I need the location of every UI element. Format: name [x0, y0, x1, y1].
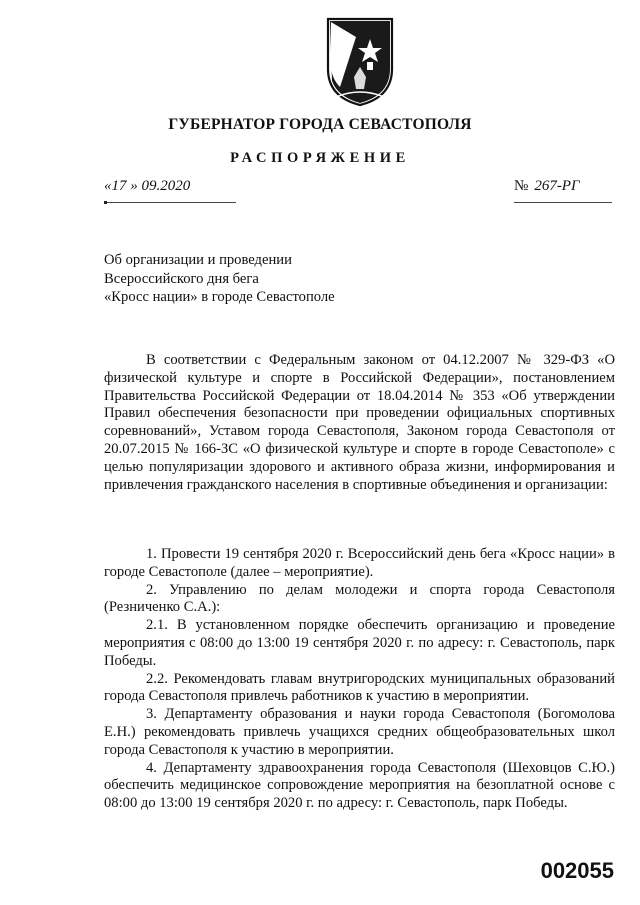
- order-item: 2.2. Рекомендовать главам внутригородских муниципальных образований города Севастополя привлечь работников к участию в мероприятии.: [104, 670, 615, 705]
- document-date: [104, 178, 236, 203]
- subject-line: «Кросс нации» в городе Севастополе: [104, 289, 335, 305]
- date-month-year: 09.2020: [141, 178, 191, 194]
- order-item: 2. Управлению по делам молодежи и спорта города Севастополя (Резниченко С.А.):: [104, 581, 615, 616]
- date-open-quote: «: [104, 178, 112, 194]
- issuer-heading: ГУБЕРНАТОР ГОРОДА СЕВАСТОПОЛЯ: [168, 116, 472, 133]
- date-day: 17: [111, 178, 127, 194]
- order-item: 1. Провести 19 сентября 2020 г. Всероссийский день бега «Кросс нации» в городе Севастополе (далее – мероприятие).: [104, 546, 615, 580]
- subject-line: Об организации и проведении: [104, 252, 292, 268]
- order-items: [104, 546, 615, 813]
- preamble-paragraph: В соответствии с Федеральным законом от 04.12.2007 № 329-ФЗ «О физической культуре и спорте в Российской Федерации», постановлением Правительства Российской Федерации от 18.04.2014 № 353 «Об утверждении Правил обеспечения безопасности при проведении официальных спортивных соревнований», Уставом города Севастополя, Законом города Севастополя от 20.07.2015 № 166-ЗС «О физической культуре и спорте в городе Севастополе» с целью популяризации здорового и активного образа жизни, информирования и привлечения гражданского населения в спортивные объединения и организации:: [104, 352, 615, 493]
- subject-line: Всероссийского дня бега: [104, 270, 259, 287]
- number-sign: №: [514, 178, 529, 194]
- margin-mark: [104, 201, 107, 204]
- date-close-quote: »: [130, 178, 138, 194]
- document-number: [514, 178, 612, 203]
- number-value: 267-РГ: [534, 178, 580, 194]
- order-item: 2.1. В установленном порядке обеспечить организацию и проведение мероприятия с 08:00 до 13:00 19 сентября 2020 г. по адресу: г. Севастополь, парк Победы.: [104, 617, 615, 669]
- document-subject: [104, 251, 404, 307]
- document-type-heading: РАСПОРЯЖЕНИЕ: [230, 150, 410, 166]
- order-item: 4. Департаменту здравоохранения города Севастополя (Шеховцов С.Ю.) обеспечить медицинское сопровождение мероприятия на безоплатной основе с 08:00 до 13:00 19 сентября 2020 г. по адресу: г. Севастополь, парк Победы.: [104, 759, 615, 812]
- sevastopol-coat-of-arms-icon: [326, 17, 394, 107]
- serial-number: 002055: [540, 858, 614, 883]
- order-item: 3. Департаменту образования и науки города Севастополя (Богомолова Е.Н.) рекомендовать привлечь учащихся средних общеобразовательных школ города Севастополя к участию в мероприятии.: [104, 706, 615, 758]
